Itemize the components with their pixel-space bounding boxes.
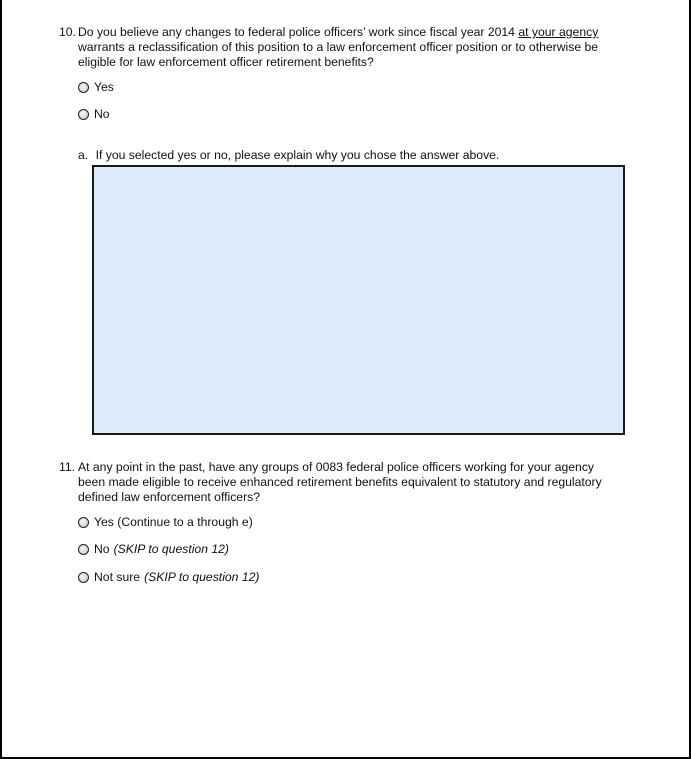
q11-option-no[interactable]: [78, 542, 229, 557]
q11-option-not-sure-label: Not sure: [94, 570, 141, 584]
question-10a-label: a.: [78, 148, 89, 162]
radio-button-icon[interactable]: [78, 544, 89, 555]
question-10a: [78, 148, 499, 163]
q10-option-yes[interactable]: [78, 80, 114, 95]
question-11: [59, 460, 619, 505]
question-10a-text: If you selected yes or no, please explain why you chose the answer above.: [95, 148, 500, 162]
q11-option-not-sure[interactable]: [78, 570, 259, 585]
q11-option-yes[interactable]: [78, 515, 253, 530]
question-11-number: 11.: [59, 460, 76, 474]
question-11-text: At any point in the past, have any groups of 0083 federal police officers working for your agency been made eligible to receive enhanced retirement benefits equivalent to statutory and regulatory defined law enforcement officers?: [78, 460, 602, 504]
question-10: [59, 25, 619, 70]
radio-button-icon[interactable]: [78, 572, 89, 583]
q11-option-no-label: No: [94, 542, 110, 556]
q11-option-yes-label: Yes (Continue to a through e): [94, 515, 253, 529]
radio-button-icon[interactable]: [78, 109, 89, 120]
q10-option-no[interactable]: [78, 107, 110, 122]
question-10-text: [78, 25, 618, 70]
question-10-text-part1: Do you believe any changes to federal police officers’ work since fiscal year 2014: [78, 25, 519, 39]
radio-button-icon[interactable]: [78, 517, 89, 528]
question-10-underlined-text: at your agency: [518, 25, 599, 39]
explanation-textarea[interactable]: [92, 165, 625, 435]
q10-option-yes-label: Yes: [94, 80, 114, 94]
q11-option-not-sure-note: (SKIP to question 12): [144, 570, 260, 584]
question-10-number: 10.: [59, 25, 76, 39]
question-10-text-part2: warrants a reclassification of this position to a law enforcement officer position or to otherwise be eligible for law enforcement officer retirement benefits?: [78, 40, 599, 69]
radio-button-icon[interactable]: [78, 82, 89, 93]
q10-option-no-label: No: [94, 107, 110, 121]
q11-option-no-note: (SKIP to question 12): [113, 542, 229, 556]
